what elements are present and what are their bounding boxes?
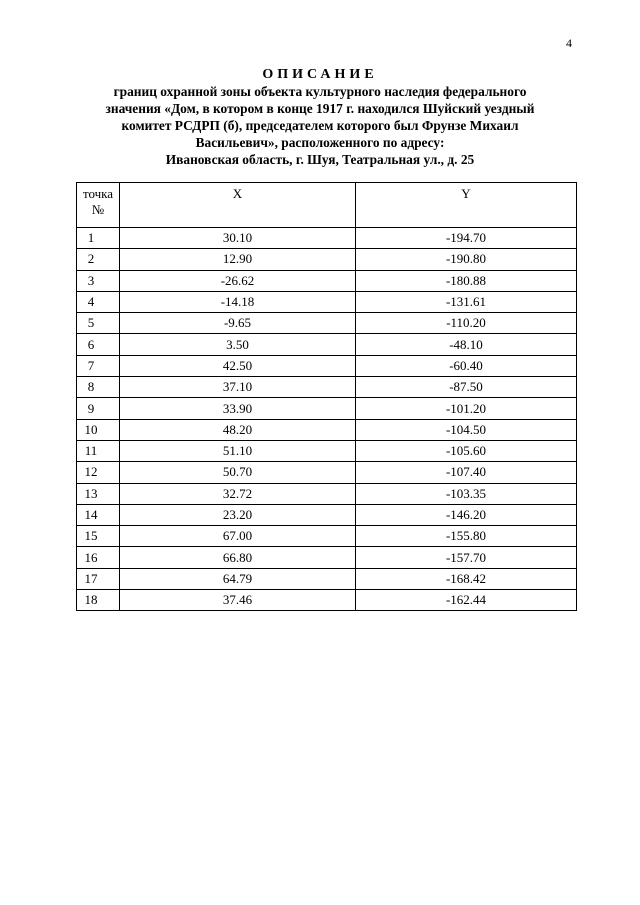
x-coordinate-cell: -9.65 — [120, 313, 356, 334]
x-coordinate-cell: 33.90 — [120, 398, 356, 419]
x-coordinate-cell: 3.50 — [120, 334, 356, 355]
page-number: 4 — [566, 36, 572, 50]
y-coordinate-cell: -110.20 — [356, 313, 577, 334]
header-number-sign: № — [91, 202, 105, 217]
header-x: X — [120, 183, 356, 228]
x-coordinate-cell: 64.79 — [120, 568, 356, 589]
x-coordinate-cell: 37.46 — [120, 590, 356, 611]
point-number-cell: 12 — [77, 462, 120, 483]
y-coordinate-cell: -162.44 — [356, 590, 577, 611]
table-row — [77, 590, 577, 611]
table-row — [77, 377, 577, 398]
point-number-cell: 3 — [77, 270, 120, 291]
x-coordinate-cell: -14.18 — [120, 291, 356, 312]
table-body — [77, 228, 577, 611]
y-coordinate-cell: -180.88 — [356, 270, 577, 291]
point-number-cell: 17 — [77, 568, 120, 589]
heading-line-4: Васильевич», расположенного по адресу: — [195, 135, 445, 150]
y-coordinate-cell: -60.40 — [356, 355, 577, 376]
y-coordinate-cell: -190.80 — [356, 249, 577, 270]
y-coordinate-cell: -155.80 — [356, 526, 577, 547]
point-number-cell: 15 — [77, 526, 120, 547]
y-coordinate-cell: -104.50 — [356, 419, 577, 440]
table-row — [77, 270, 577, 291]
heading-line-3: комитет РСДРП (б), председателем которого был Фрунзе Михаил — [121, 118, 519, 133]
point-number-cell: 16 — [77, 547, 120, 568]
point-number-cell: 1 — [77, 228, 120, 249]
heading-line-1: границ охранной зоны объекта культурного наследия федерального — [113, 84, 527, 99]
y-coordinate-cell: -194.70 — [356, 228, 577, 249]
x-coordinate-cell: 12.90 — [120, 249, 356, 270]
header-point-number — [77, 183, 120, 228]
x-coordinate-cell: 67.00 — [120, 526, 356, 547]
table-row — [77, 462, 577, 483]
table-row — [77, 398, 577, 419]
table-row — [77, 291, 577, 312]
heading-line-5-address: Ивановская область, г. Шуя, Театральная ул., д. 25 — [165, 152, 475, 167]
point-number-cell: 4 — [77, 291, 120, 312]
x-coordinate-cell: 23.20 — [120, 504, 356, 525]
heading-line-2: значения «Дом, в котором в конце 1917 г. находился Шуйский уездный — [105, 101, 535, 116]
y-coordinate-cell: -87.50 — [356, 377, 577, 398]
point-number-cell: 8 — [77, 377, 120, 398]
point-number-cell: 5 — [77, 313, 120, 334]
table-row — [77, 355, 577, 376]
header-y: Y — [356, 183, 577, 228]
table-row — [77, 228, 577, 249]
x-coordinate-cell: 51.10 — [120, 440, 356, 461]
point-number-cell: 13 — [77, 483, 120, 504]
x-coordinate-cell: 48.20 — [120, 419, 356, 440]
table-row — [77, 504, 577, 525]
y-coordinate-cell: -107.40 — [356, 462, 577, 483]
point-number-cell: 9 — [77, 398, 120, 419]
point-number-cell: 10 — [77, 419, 120, 440]
document-title: ОПИСАНИЕ — [262, 67, 378, 82]
table-row — [77, 440, 577, 461]
y-coordinate-cell: -101.20 — [356, 398, 577, 419]
x-coordinate-cell: 66.80 — [120, 547, 356, 568]
point-number-cell: 18 — [77, 590, 120, 611]
point-number-cell: 2 — [77, 249, 120, 270]
x-coordinate-cell: 32.72 — [120, 483, 356, 504]
y-coordinate-cell: -168.42 — [356, 568, 577, 589]
table-row — [77, 249, 577, 270]
x-coordinate-cell: 42.50 — [120, 355, 356, 376]
table-row — [77, 483, 577, 504]
y-coordinate-cell: -146.20 — [356, 504, 577, 525]
y-coordinate-cell: -48.10 — [356, 334, 577, 355]
y-coordinate-cell: -105.60 — [356, 440, 577, 461]
coordinates-table — [76, 182, 577, 611]
table-row — [77, 313, 577, 334]
table-row — [77, 419, 577, 440]
y-coordinate-cell: -157.70 — [356, 547, 577, 568]
document-heading — [70, 66, 570, 168]
table-row — [77, 547, 577, 568]
header-point-label: точка — [82, 186, 114, 201]
y-coordinate-cell: -103.35 — [356, 483, 577, 504]
table-row — [77, 526, 577, 547]
x-coordinate-cell: 37.10 — [120, 377, 356, 398]
x-coordinate-cell: 50.70 — [120, 462, 356, 483]
y-coordinate-cell: -131.61 — [356, 291, 577, 312]
table-row — [77, 334, 577, 355]
point-number-cell: 14 — [77, 504, 120, 525]
table-row — [77, 568, 577, 589]
point-number-cell: 7 — [77, 355, 120, 376]
x-coordinate-cell: 30.10 — [120, 228, 356, 249]
point-number-cell: 6 — [77, 334, 120, 355]
table-header-row — [77, 183, 577, 228]
point-number-cell: 11 — [77, 440, 120, 461]
x-coordinate-cell: -26.62 — [120, 270, 356, 291]
